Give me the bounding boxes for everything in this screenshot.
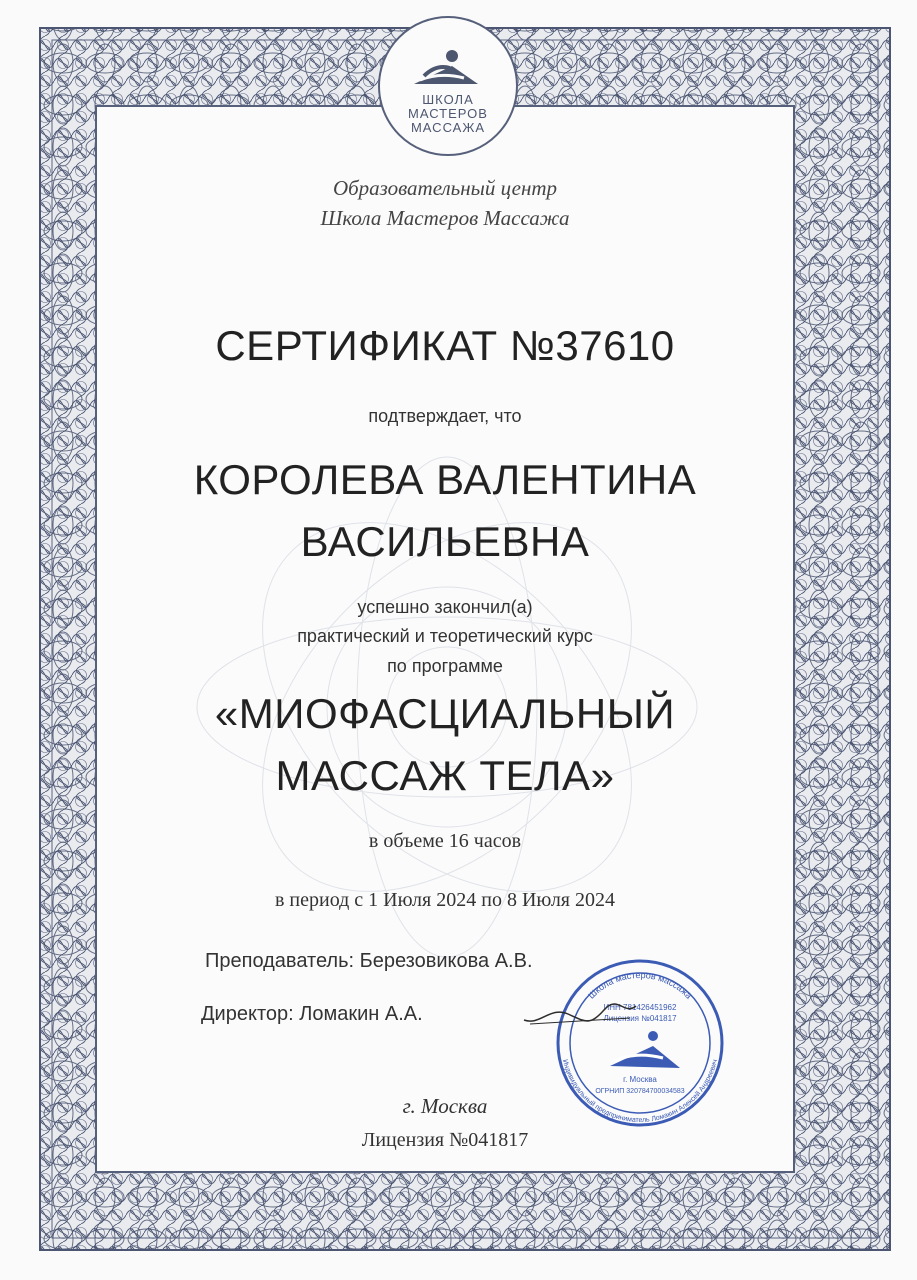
- program-name-line-1: «МИОФАСЦИАЛЬНЫЙ: [214, 690, 676, 737]
- city: г. Москва: [402, 1094, 488, 1118]
- program-name-line-2: МАССАЖ ТЕЛА»: [275, 752, 615, 799]
- stamp-license: Лицензия №041817: [603, 1014, 677, 1023]
- recipient-name-line-1: КОРОЛЕВА ВАЛЕНТИНА: [193, 456, 697, 503]
- stamp-city: г. Москва: [623, 1075, 657, 1084]
- course-volume: в объеме 16 часов: [368, 830, 522, 852]
- license-number: Лицензия №041817: [361, 1129, 529, 1151]
- course-period: в период с 1 Июля 2024 по 8 Июля 2024: [274, 889, 616, 911]
- logo-line-1: ШКОЛА: [422, 92, 474, 107]
- by-program-text: по программе: [387, 656, 503, 676]
- logo-line-2: МАСТЕРОВ: [408, 106, 488, 121]
- stamp-ogrnip: ОГРНИП 320784700034583: [595, 1088, 685, 1095]
- recipient-name-line-2: ВАСИЛЬЕВНА: [300, 518, 590, 565]
- logo-badge: [378, 16, 518, 156]
- director-signature: [520, 996, 640, 1036]
- logo-line-3: МАССАЖА: [410, 120, 486, 135]
- director-signature-line: Директор: Ломакин А.А.: [201, 1003, 423, 1025]
- organization-line-2: Школа Мастеров Массажа: [320, 206, 570, 230]
- stamp-outer-text: Индивидуальный предприниматель Ломакин Алексей Андреевич: [560, 1058, 720, 1125]
- certificate-title: СЕРТИФИКАТ №37610: [215, 322, 675, 369]
- course-type-text: практический и теоретический курс: [297, 626, 593, 646]
- stamp-inn: ИНН 781426451962: [603, 1003, 677, 1012]
- teacher-signature-line: Преподаватель: Березовикова А.В.: [205, 950, 533, 972]
- confirms-text: подтверждает, что: [368, 406, 522, 426]
- stamp-logo-icon: [610, 1031, 680, 1068]
- completed-text: успешно закончил(а): [357, 597, 533, 617]
- organization-line-1: Образовательный центр: [332, 176, 558, 200]
- stamp-top-text: Школа мастеров массажа: [586, 969, 694, 1001]
